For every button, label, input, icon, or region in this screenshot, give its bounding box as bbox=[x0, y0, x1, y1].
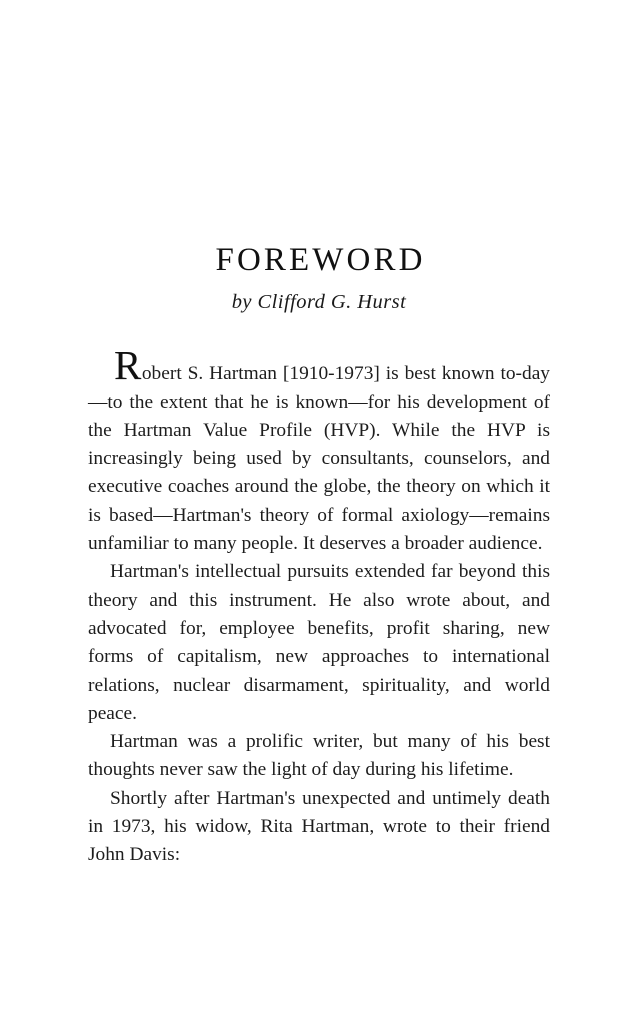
body-text bbox=[88, 314, 550, 869]
page-content-column bbox=[88, 0, 550, 870]
page-title: FOREWORD bbox=[215, 242, 426, 278]
drop-cap-initial: R bbox=[114, 342, 142, 389]
chapter-byline: by Clifford G. Hurst bbox=[231, 290, 407, 313]
paragraph-1-text: obert S. Hartman [1910-1973] is best known to-day—to the extent that he is known—for his development of the Hartman Value Profile (HVP). While the HVP is increasingly being used by consultants, counselors, and executive coaches around the globe, the theory on which it is based—Hartman's theory of formal axiology—remains unfamiliar to many people. It deserves a broader audience. bbox=[88, 363, 550, 555]
paragraph-4: Shortly after Hartman's unexpected and untimely death in 1973, his widow, Rita Hartman, wrote to their friend John Davis: bbox=[88, 787, 550, 866]
paragraph-2: Hartman's intellectual pursuits extended far beyond this theory and this instrument. He also wrote about, and advocated for, employee benefits, profit sharing, new forms of capitalism, new approaches to international relations, nuclear disarmament, spirituality, and world peace. bbox=[88, 561, 550, 724]
paragraph-1 bbox=[88, 342, 550, 558]
paragraph-3: Hartman was a prolific writer, but many of his best thoughts never saw the light of day during his lifetime. bbox=[88, 731, 550, 781]
